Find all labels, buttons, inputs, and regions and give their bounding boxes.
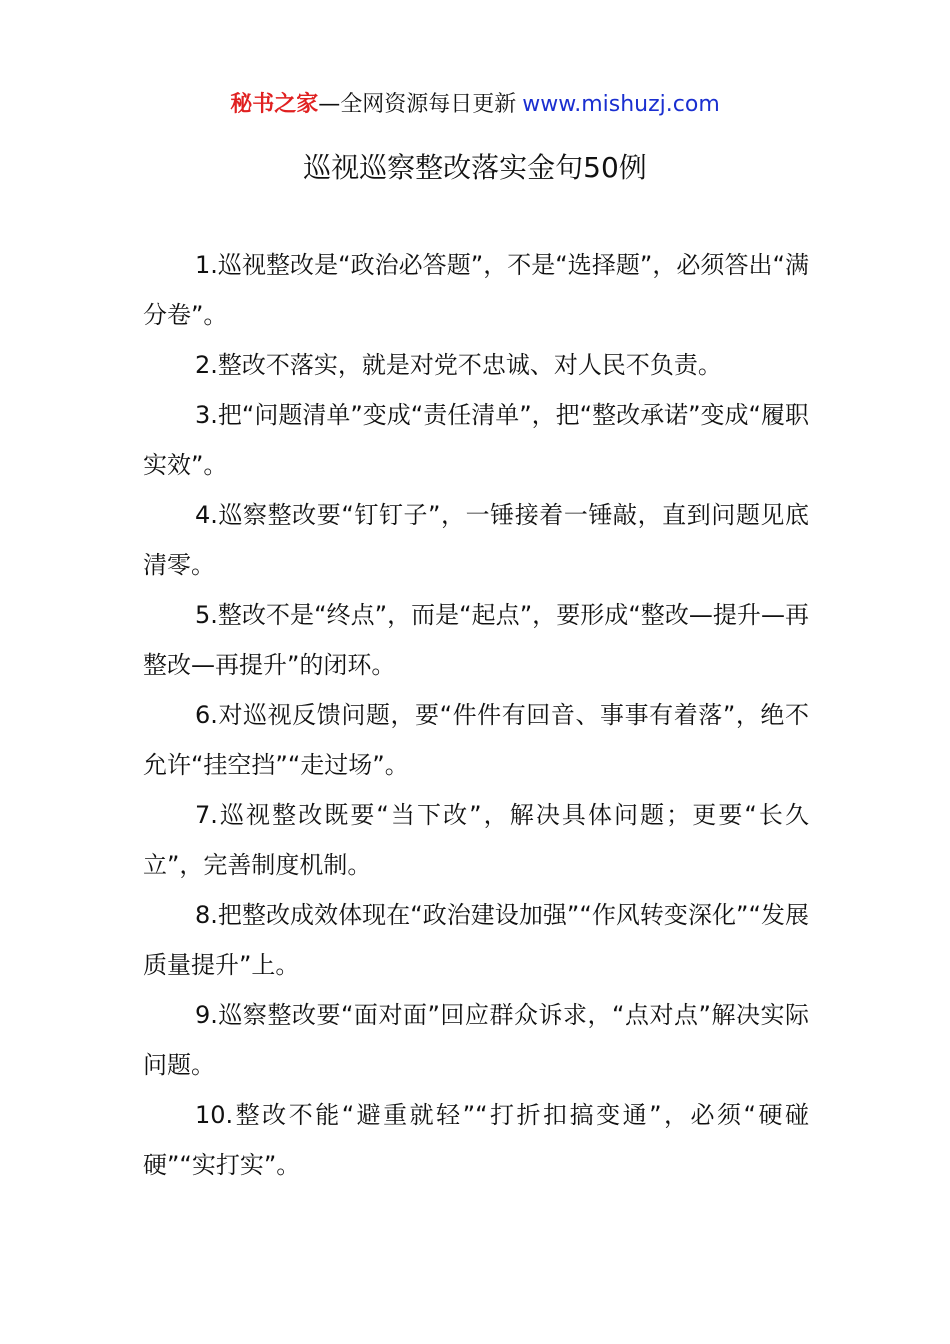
list-item: 3.把“问题清单”变成“责任清单”，把“整改承诺”变成“履职实效”。 [143,401,809,479]
list-item: 2.整改不落实，就是对党不忠诚、对人民不负责。 [195,351,722,379]
page-title: 巡视巡察整改落实金句50例 [303,151,647,184]
header-banner [0,88,950,122]
list-item: 6.对巡视反馈问题，要“件件有回音、事事有着落”，绝不允许“挂空挡”“走过场”。 [143,701,809,779]
brand-name: 秘书之家 [230,92,319,117]
list-item: 4.巡察整改要“钉钉子”，一锤接着一锤敲，直到问题见底清零。 [143,501,809,579]
header-tagline: —全网资源每日更新 [318,92,517,117]
document-body [143,240,809,1190]
list-item: 10.整改不能“避重就轻”“打折扣搞变通”，必须“硬碰硬”“实打实”。 [143,1101,809,1179]
site-url-link[interactable]: www.mishuzj.com [522,92,720,117]
list-item: 5.整改不是“终点”，而是“起点”，要形成“整改—提升—再整改—再提升”的闭环。 [143,601,809,679]
list-item: 1.巡视整改是“政治必答题”，不是“选择题”，必须答出“满分卷”。 [143,251,809,329]
list-item: 9.巡察整改要“面对面”回应群众诉求，“点对点”解决实际问题。 [143,1001,809,1079]
list-item: 8.把整改成效体现在“政治建设加强”“作风转变深化”“发展质量提升”上。 [143,901,809,979]
list-item: 7.巡视整改既要“当下改”，解决具体问题；更要“长久立”，完善制度机制。 [143,801,809,879]
